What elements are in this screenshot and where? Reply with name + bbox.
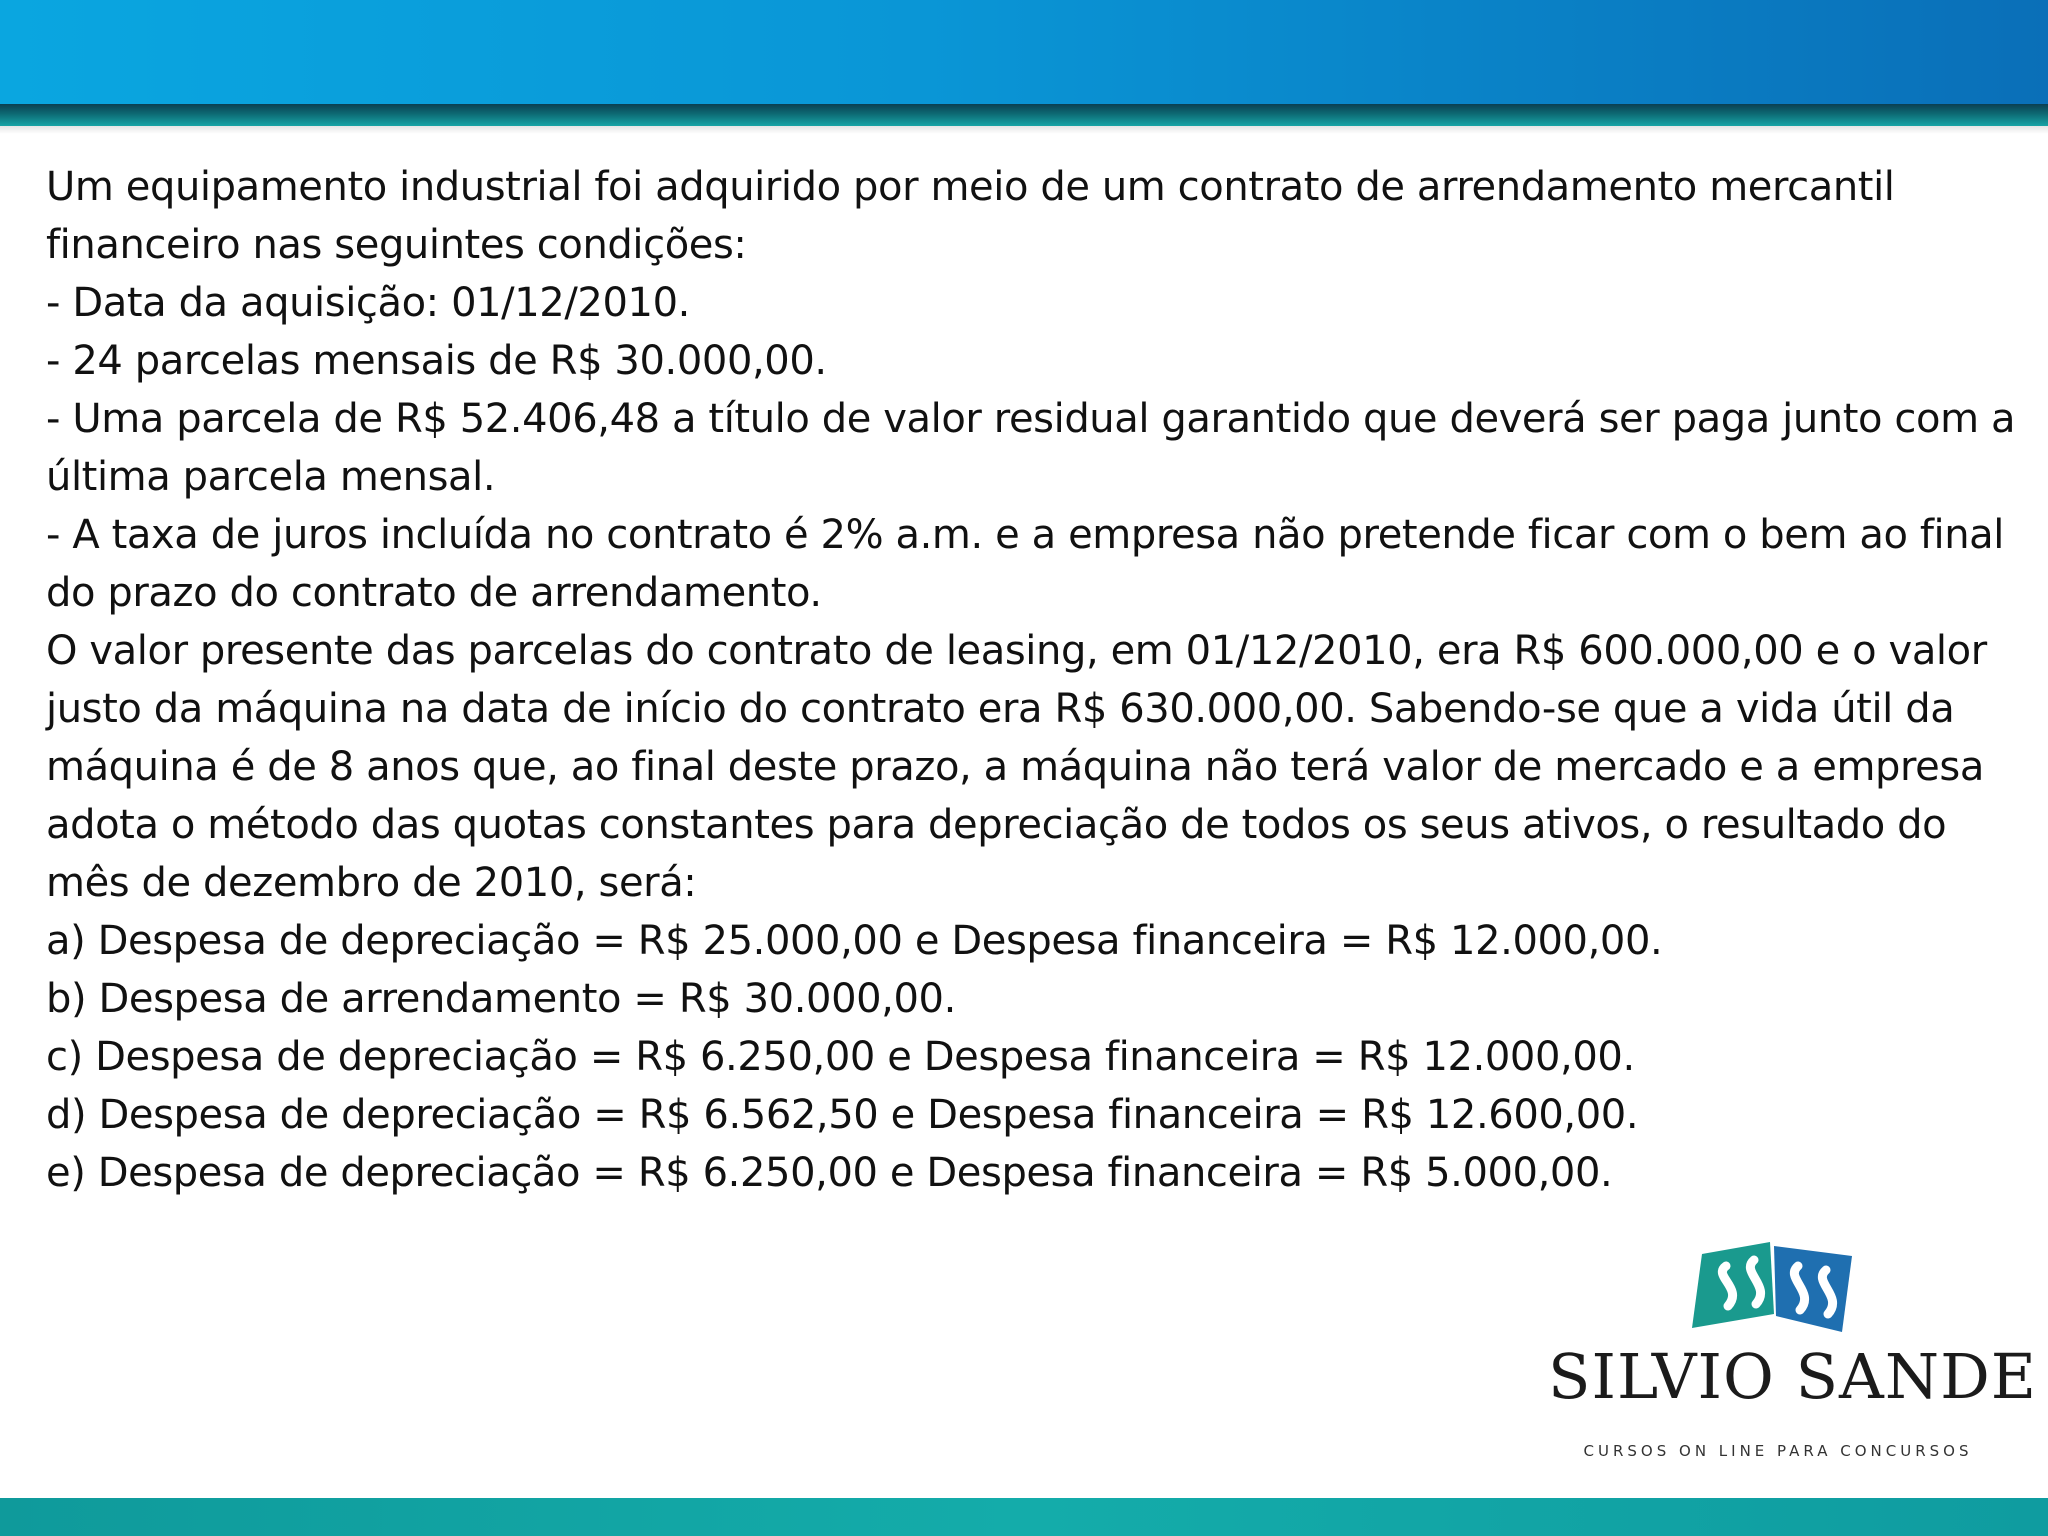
question-line: - Data da aquisição: 01/12/2010.	[46, 280, 690, 326]
silvio-sande-logo	[1548, 1236, 2038, 1476]
question-line: - Uma parcela de R$ 52.406,48 a título de valor residual garantido que deverá ser paga junto com a	[46, 396, 2016, 442]
option-a: a) Despesa de depreciação = R$ 25.000,00 e Despesa financeira = R$ 12.000,00.	[46, 918, 1663, 964]
top-accent-stripe	[0, 104, 2048, 126]
question-line: financeiro nas seguintes condições:	[46, 222, 747, 268]
question-line: mês de dezembro de 2010, será:	[46, 860, 697, 906]
option-e: e) Despesa de depreciação = R$ 6.250,00 e Despesa financeira = R$ 5.000,00.	[46, 1150, 1613, 1196]
top-banner	[0, 0, 2048, 104]
question-line: máquina é de 8 anos que, ao final deste prazo, a máquina não terá valor de mercado e a empresa	[46, 744, 1984, 790]
logo-tagline: CURSOS ON LINE PARA CONCURSOS	[1583, 1442, 1973, 1460]
logo-name: SILVIO SANDE	[1548, 1340, 2038, 1413]
question-line: - 24 parcelas mensais de R$ 30.000,00.	[46, 338, 827, 384]
question-line: do prazo do contrato de arrendamento.	[46, 570, 822, 616]
open-book-icon	[1682, 1236, 1862, 1346]
option-b: b) Despesa de arrendamento = R$ 30.000,00.	[46, 976, 956, 1022]
question-line: Um equipamento industrial foi adquirido por meio de um contrato de arrendamento mercantil	[46, 164, 1895, 210]
question-line: O valor presente das parcelas do contrato de leasing, em 01/12/2010, era R$ 600.000,00 e o valor	[46, 628, 1987, 674]
question-text	[46, 158, 2016, 1202]
question-line: adota o método das quotas constantes para depreciação de todos os seus ativos, o resultado do	[46, 802, 1947, 848]
question-line: justo da máquina na data de início do contrato era R$ 630.000,00. Sabendo-se que a vida útil da	[46, 686, 1955, 732]
question-line: última parcela mensal.	[46, 454, 496, 500]
option-d: d) Despesa de depreciação = R$ 6.562,50 e Despesa financeira = R$ 12.600,00.	[46, 1092, 1639, 1138]
bottom-stripe	[0, 1498, 2048, 1536]
top-shadow	[0, 126, 2048, 134]
question-line: - A taxa de juros incluída no contrato é 2% a.m. e a empresa não pretende ficar com o bem ao final	[46, 512, 2005, 558]
option-c: c) Despesa de depreciação = R$ 6.250,00 e Despesa financeira = R$ 12.000,00.	[46, 1034, 1635, 1080]
